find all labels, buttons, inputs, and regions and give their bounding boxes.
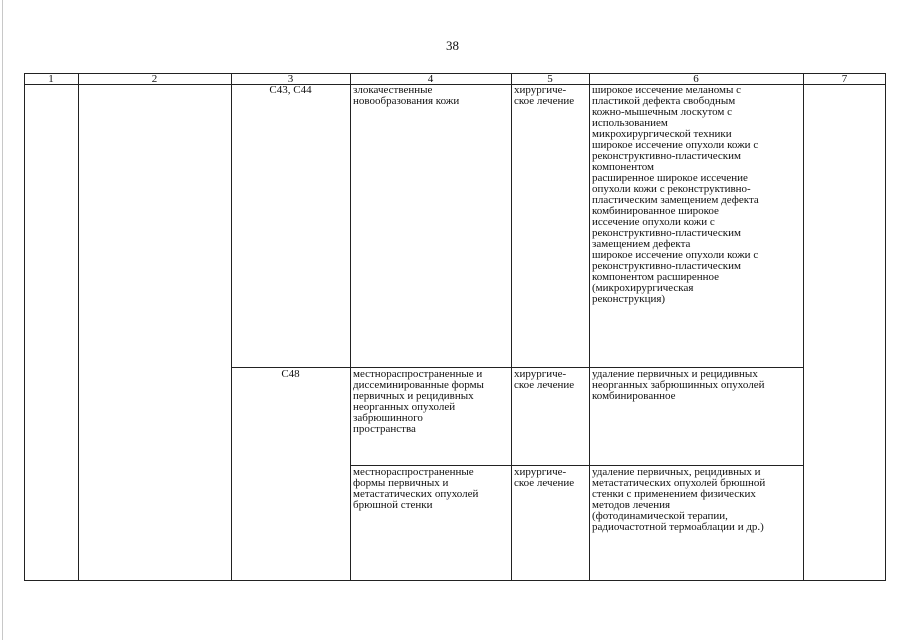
diagnosis-cell: местнораспространенные формы первичных и метастатических опухолей брюшной стенки	[353, 466, 479, 511]
method-cell: удаление первичных и рецидивных неорганных забрюшинных опухолей комбинированное	[592, 368, 765, 402]
diagnosis-cell: злокачественные новообразования кожи	[353, 84, 460, 107]
column-header-3: 3	[287, 73, 294, 85]
treatment-type-cell: хирургиче- ское лечение	[514, 84, 575, 107]
column-header-5: 5	[547, 73, 553, 85]
treatment-type-cell: хирургиче- ское лечение	[514, 368, 575, 391]
diagnosis-cell: местнораспространенные и диссеминированные формы первичных и рецидивных неорганных опухолей забрюшинного пространства	[353, 368, 484, 435]
column-divider-5-6	[589, 73, 590, 581]
treatment-type-cell: хирургиче- ское лечение	[514, 466, 575, 489]
method-cell: удаление первичных, рецидивных и метастатических опухолей брюшной стенки с применением физических методов лечения (фотодинамической терапии, радиочастотной термоаблации и др.)	[592, 466, 766, 533]
column-divider-2-3	[231, 73, 232, 581]
scan-edge-line	[2, 0, 3, 640]
code-cell: C43, C44	[269, 84, 312, 96]
procedures-table	[24, 73, 886, 581]
table-left-border	[24, 73, 25, 581]
column-divider-3-4	[350, 73, 351, 581]
column-header-7: 7	[841, 73, 848, 85]
table-bottom-border	[24, 580, 886, 581]
method-cell: широкое иссечение меланомы с пластикой дефекта свободным кожно-мышечным лоскутом с использованием микрохирургической техники широкое иссечение опухоли кожи с реконструктивно-пластическим компонентом расширенное широкое иссечение опухоли кожи с реконструктивно- пластическим замещением дефекта комбинированное широкое иссечение опухоли кожи с реконструктивно-пластическим замещением дефекта широкое иссечение опухоли кожи с реконструктивно-пластическим компонентом расширенное (микрохирургическая реконструкция)	[592, 84, 759, 305]
column-divider-4-5	[511, 73, 512, 581]
column-header-2: 2	[151, 73, 158, 85]
table-right-border	[885, 73, 886, 581]
column-divider-6-7	[803, 73, 804, 581]
column-divider-1-2	[78, 73, 79, 581]
column-header-6: 6	[693, 73, 699, 85]
code-cell: C48	[281, 368, 300, 380]
column-header-4: 4	[427, 73, 434, 85]
page-number: 38	[446, 38, 459, 53]
column-header-1: 1	[48, 73, 54, 85]
